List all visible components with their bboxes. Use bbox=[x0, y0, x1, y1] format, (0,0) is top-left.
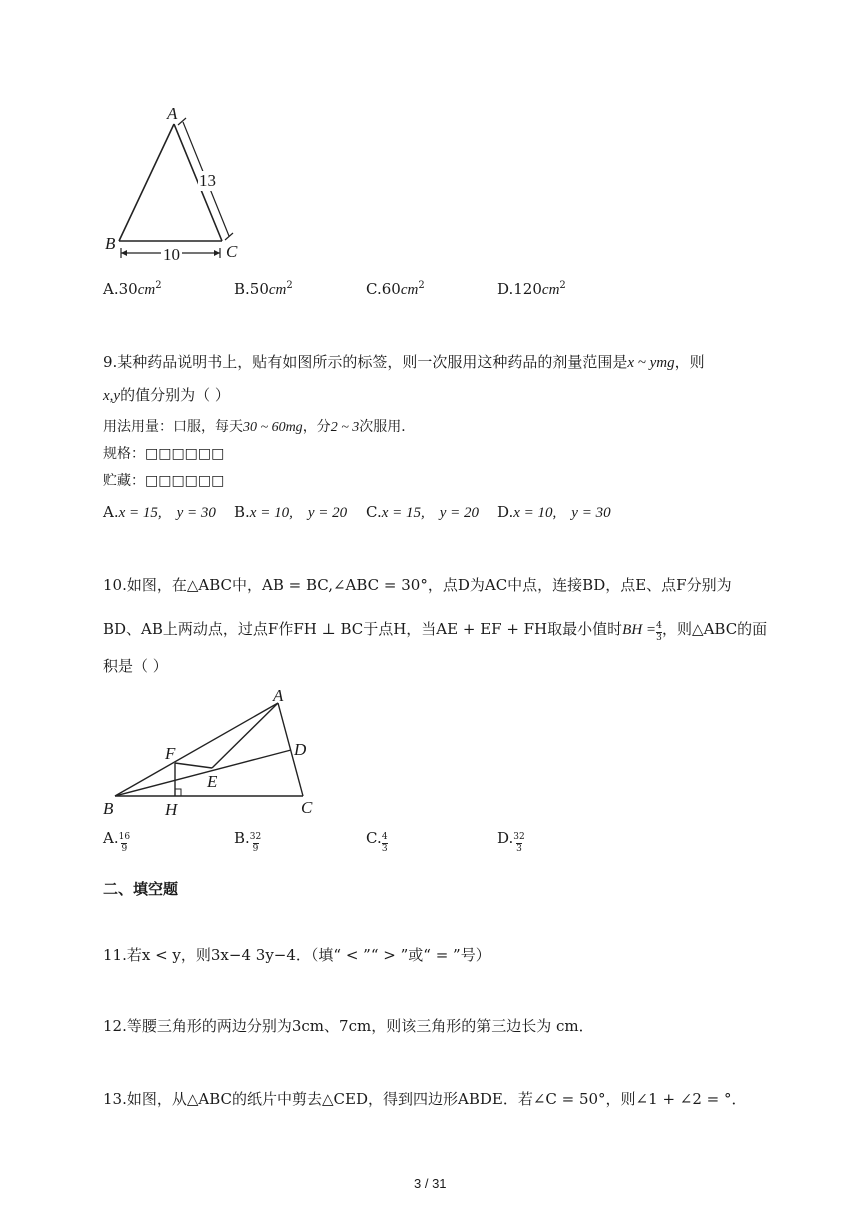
q9-option-a: A.x = 15, y = 30 bbox=[103, 503, 216, 521]
vertex-label-a: A bbox=[167, 104, 178, 123]
q9-question-line2: x,y的值分别为（ ） bbox=[103, 386, 230, 404]
vertex-label-b: B bbox=[105, 234, 116, 253]
q10-question-line3: 积是（ ） bbox=[103, 657, 168, 675]
fig2-label-b: B bbox=[103, 799, 114, 818]
q9-label-usage: 用法用量：口服，每天30 ~ 60mg，分2 ~ 3次服用． bbox=[103, 419, 416, 435]
q9-option-b: B.x = 10, y = 20 bbox=[234, 503, 348, 521]
q10-question-line1: 10.如图，在△ABC中，AB = BC,∠ABC = 30°，点D为AC中点，连接BD，点E、点F分别为 bbox=[103, 576, 732, 594]
fig2-label-d: D bbox=[294, 740, 307, 759]
q10-option-c: C. $\frac{4}{3}$ bbox=[366, 829, 388, 854]
q9-label-spec: 规格：□□□□□□ bbox=[103, 446, 225, 462]
q13-question: 13.如图，从△ABC的纸片中剪去△CED，得到四边形ABDE．若∠C = 50°，则∠1 + ∠2 = °． bbox=[103, 1090, 747, 1108]
side-length-bc: 10 bbox=[163, 245, 180, 264]
q10-option-a: A. $\frac{16}{9}$ bbox=[103, 829, 131, 854]
q9-question-line1: 9.某种药品说明书上，贴有如图所示的标签，则一次服用这种药品的剂量范围是x ~ ymg，则 bbox=[103, 353, 705, 371]
fig2-label-c: C bbox=[301, 798, 313, 817]
q9-label-storage: 贮藏：□□□□□□ bbox=[103, 473, 225, 489]
vertex-label-c: C bbox=[226, 242, 238, 261]
fig2-label-f: F bbox=[165, 744, 176, 763]
q8-option-d: $D.120cm^2$ bbox=[497, 280, 566, 298]
q9-option-d: D.x = 10, y = 30 bbox=[497, 503, 611, 521]
section-title-fill-in: 二、填空题 bbox=[103, 880, 179, 898]
q8-option-c: $C.60cm^2$ bbox=[366, 280, 425, 298]
fig2-label-e: E bbox=[207, 772, 218, 791]
q11-question: 11.若x < y，则3x−4 3y−4．（填“ < ”“ > ”或“ = ”号） bbox=[103, 946, 491, 964]
fig2-label-h: H bbox=[165, 800, 178, 819]
q8-option-a: $A.30cm^2$ bbox=[103, 280, 162, 298]
q9-option-c: C.x = 15, y = 20 bbox=[366, 503, 480, 521]
q8-option-b: $B.50cm^2$ bbox=[234, 280, 293, 298]
side-length-ac: 13 bbox=[199, 171, 216, 190]
q10-option-b: B. $\frac{32}{9}$ bbox=[234, 829, 262, 854]
page-number: 3 / 31 bbox=[414, 1176, 447, 1191]
q10-question-line2: BD、AB上两动点，过点F作FH ⊥ BC于点H，当AE + EF + FH取最小值时BH = $\frac{4}{3}$ ，则△ABC的面 bbox=[103, 620, 768, 643]
q10-option-d: D. $\frac{32}{3}$ bbox=[497, 829, 525, 854]
q12-question: 12.等腰三角形的两边分别为3cm、7cm，则该三角形的第三边长为 cm． bbox=[103, 1017, 594, 1035]
fig2-label-a: A bbox=[273, 686, 284, 705]
